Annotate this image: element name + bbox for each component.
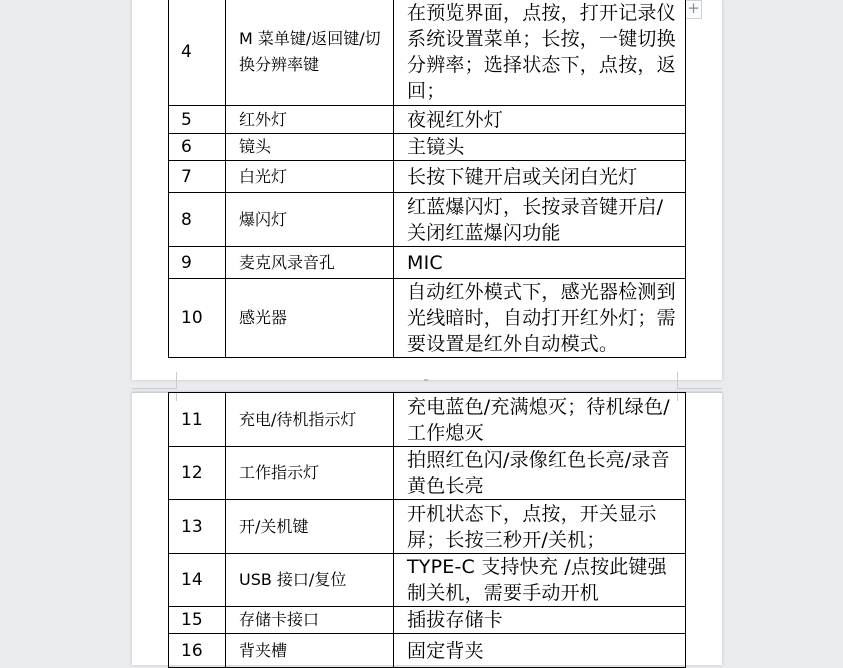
spec-table-page-1: [168, 0, 686, 358]
row-number[interactable]: 16: [169, 634, 226, 668]
component-description[interactable]: 长按下键开启或关闭白光灯: [394, 161, 686, 193]
row-number[interactable]: 15: [169, 607, 226, 634]
page-corner-mark: [132, 372, 177, 389]
table-row: [169, 500, 686, 554]
component-name[interactable]: M 菜单键/返回键/切换分辨率键: [226, 0, 394, 106]
add-table-row-button[interactable]: [685, 0, 702, 19]
component-description[interactable]: 在预览界面，点按，打开记录仪系统设置菜单；长按，一键切换分辨率；选择状态下，点按，返回；: [394, 0, 686, 106]
component-name[interactable]: 感光器: [226, 279, 394, 358]
table-row: [169, 393, 686, 447]
component-description[interactable]: 插拔存储卡: [394, 607, 686, 634]
row-number[interactable]: 5: [169, 106, 226, 134]
page-corner-mark: [677, 372, 722, 389]
table-row: [169, 106, 686, 134]
component-name[interactable]: 开/关机键: [226, 500, 394, 554]
component-description[interactable]: TYPE-C 支持快充 /点按此键强制关机，需要手动开机: [394, 554, 686, 607]
page-break-marker[interactable]: [424, 379, 428, 381]
table-row: [169, 634, 686, 668]
row-number[interactable]: 7: [169, 161, 226, 193]
component-name[interactable]: 存储卡接口: [226, 607, 394, 634]
spec-table-page-2: [168, 392, 686, 668]
table-row: [169, 447, 686, 500]
component-name[interactable]: 工作指示灯: [226, 447, 394, 500]
component-description[interactable]: 主镜头: [394, 134, 686, 161]
component-description[interactable]: 夜视红外灯: [394, 106, 686, 134]
table-row: [169, 0, 686, 106]
row-number[interactable]: 10: [169, 279, 226, 358]
component-name[interactable]: 背夹槽: [226, 634, 394, 668]
component-description[interactable]: 自动红外模式下，感光器检测到光线暗时，自动打开红外灯；需要设置是红外自动模式。: [394, 279, 686, 358]
component-name[interactable]: 充电/待机指示灯: [226, 393, 394, 447]
plus-icon: +: [687, 0, 700, 17]
row-number[interactable]: 14: [169, 554, 226, 607]
table-row: [169, 193, 686, 247]
component-name[interactable]: 白光灯: [226, 161, 394, 193]
row-number[interactable]: 8: [169, 193, 226, 247]
component-name[interactable]: USB 接口/复位: [226, 554, 394, 607]
component-description[interactable]: 拍照红色闪/录像红色长亮/录音黄色长亮: [394, 447, 686, 500]
component-description[interactable]: 开机状态下，点按，开关显示屏；长按三秒开/关机；: [394, 500, 686, 554]
row-number[interactable]: 4: [169, 0, 226, 106]
table-row: [169, 279, 686, 358]
component-description[interactable]: 红蓝爆闪灯，长按录音键开启/关闭红蓝爆闪功能: [394, 193, 686, 247]
table-row: [169, 554, 686, 607]
component-name[interactable]: 红外灯: [226, 106, 394, 134]
component-name[interactable]: 麦克风录音孔: [226, 247, 394, 279]
table-row: [169, 607, 686, 634]
component-name[interactable]: 镜头: [226, 134, 394, 161]
row-number[interactable]: 12: [169, 447, 226, 500]
row-number[interactable]: 9: [169, 247, 226, 279]
table-row: [169, 134, 686, 161]
component-description[interactable]: MIC: [394, 247, 686, 279]
row-number[interactable]: 11: [169, 393, 226, 447]
table-row: [169, 247, 686, 279]
row-number[interactable]: 13: [169, 500, 226, 554]
component-description[interactable]: 固定背夹: [394, 634, 686, 668]
row-number[interactable]: 6: [169, 134, 226, 161]
component-description[interactable]: 充电蓝色/充满熄灭；待机绿色/工作熄灭: [394, 393, 686, 447]
table-row: [169, 161, 686, 193]
component-name[interactable]: 爆闪灯: [226, 193, 394, 247]
